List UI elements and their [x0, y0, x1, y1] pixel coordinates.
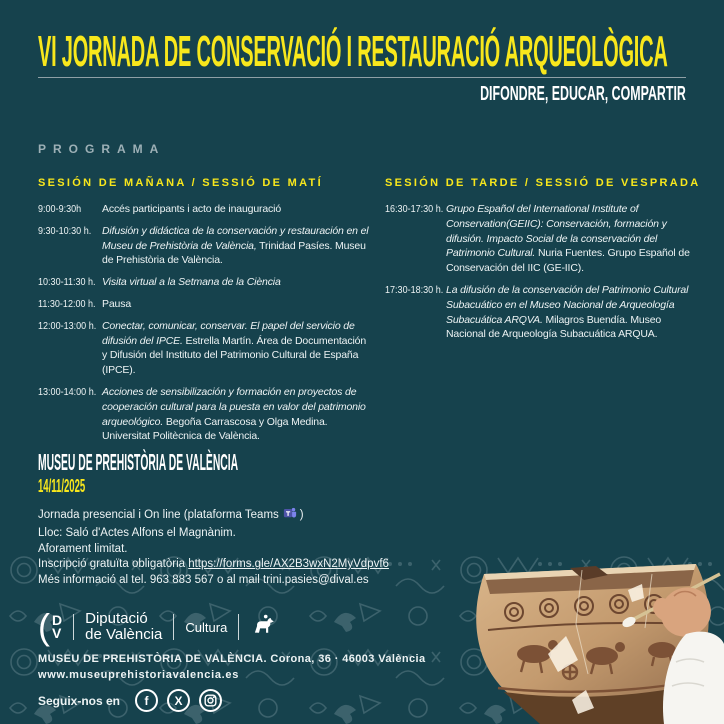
event-location-line: Lloc: Saló d'Actes Alfons el Magnànim. — [38, 526, 236, 539]
entry-description: La difusión de la conservación del Patrimonio Cultural Subacuático en el Museo Nacional de Arqueología Subacuática ARQVA. Milagros Buendía. Museo Nacional de Arqueología Subacuática ARQUA. — [446, 283, 689, 341]
poster-footer — [38, 608, 478, 712]
entry-time: 13:00-14:00 h. — [38, 385, 97, 398]
event-mode-line: Jornada presencial i On line (plataforma Teams ) — [38, 506, 448, 526]
entry-description: Acciones de sensibilización y formación en proyectos de cooperación cultural para la puesta en valor del patrimonio arqueológico. Begoña Carrascosa y Olga Medina. Universitat Politècnica de València. — [102, 385, 366, 443]
program-label: PROGRAMA — [38, 142, 166, 156]
program-entry — [38, 297, 370, 312]
entry-time: 11:30-12:00 h. — [38, 297, 96, 310]
program-entry — [38, 202, 370, 217]
poster-header — [38, 27, 686, 106]
diputacio-name: Diputació de València — [85, 610, 163, 643]
museum-address: MUSEU DE PREHISTÒRIA DE VALÈNCIA. Corona, 36 · 46003 València — [38, 653, 426, 665]
title-divider-line — [38, 77, 686, 78]
entry-time: 9:30-10:30 h. — [38, 224, 92, 237]
more-info-line: Més informació al tel. 963 883 567 o al mail trini.pasies@dival.es — [38, 574, 369, 587]
registration-line: Inscripció gratuïta obligatòria https://forms.gle/AX2B3wxN2MyVdpvf6 — [38, 558, 389, 571]
registration-link[interactable]: https://forms.gle/AX2B3wxN2MyVdpvf6 — [188, 558, 389, 571]
program-entry — [385, 202, 696, 276]
afternoon-session-column — [385, 177, 701, 451]
poster-subtitle: DIFONDRE, EDUCAR, COMPARTIR — [480, 83, 686, 105]
program-section — [38, 142, 701, 451]
poster-title: VI JORNADA DE CONSERVACIÓ I RESTAURACIÓ ARQUEOLÒGICA — [38, 27, 668, 76]
program-entry — [385, 283, 696, 342]
diputacio-valencia-logo: ( D V — [38, 606, 63, 647]
logo-divider — [173, 614, 174, 640]
museum-horse-logo — [250, 612, 276, 643]
facebook-icon[interactable]: f — [135, 689, 158, 712]
entry-description: Pausa — [102, 297, 132, 310]
program-entry — [38, 319, 370, 378]
x-icon[interactable]: X — [167, 689, 190, 712]
entry-time: 16:30-17:30 h. — [385, 203, 444, 215]
event-date: 14/11/2025 — [38, 476, 86, 496]
entry-time: 17:30-18:30 h. — [385, 283, 444, 296]
program-entry — [38, 385, 370, 444]
logo-divider — [73, 614, 74, 640]
follow-label: Seguix-nos en — [38, 693, 121, 708]
entry-description: Grupo Español del International Institute of Conservation(GEIIC): Conservación, formación y difusión. Impacto Social de la conservación del Patrimonio Cultural. Nuria Fuentes. Grupo Español de Conservación del IIC (GE-IIC). — [446, 203, 690, 275]
entry-time: 10:30-11:30 h. — [38, 276, 96, 289]
program-entry — [38, 224, 370, 268]
instagram-icon[interactable] — [199, 689, 222, 712]
entry-time: 9:00-9:30h — [38, 203, 82, 215]
ms-teams-icon — [283, 506, 297, 526]
program-entry — [38, 275, 370, 290]
afternoon-session-heading: SESIÓN DE TARDE / SESSIÓ DE VESPRADA — [385, 177, 701, 189]
ceramic-vessel-photo — [452, 532, 724, 724]
entry-description: Accés participants i acto de inauguració — [102, 203, 282, 215]
venue-section — [38, 450, 448, 589]
entry-description: Conectar, comunicar, conservar. El papel del servicio de difusión del IPCE. Estrella Martín. Área de Documentación y Difusión del Instituto del Patrimonio Cultural de España (IPCE). — [102, 319, 367, 377]
dv-paren-mark: ( — [38, 606, 50, 647]
entry-time: 12:00-13:00 h. — [38, 319, 97, 332]
logo-divider — [238, 614, 239, 640]
venue-name: MUSEU DE PREHISTÒRIA DE VALÈNCIA — [38, 449, 239, 475]
entry-description: Visita virtual a la Setmana de la Ciència — [102, 276, 281, 289]
morning-session-column — [38, 177, 370, 451]
entry-description: Difusión y didáctica de la conservación y restauración en el Museu de Prehistòria de València, Trinidad Pasíes. Museu de Prehistòria de València. — [102, 224, 369, 267]
event-capacity-line: Aforament limitat. — [38, 542, 128, 555]
cultura-label: Cultura — [185, 619, 228, 635]
morning-session-heading: SESIÓN DE MAÑANA / SESSIÓ DE MATÍ — [38, 177, 323, 189]
museum-website: www.museuprehistoriavalencia.es — [38, 669, 240, 681]
